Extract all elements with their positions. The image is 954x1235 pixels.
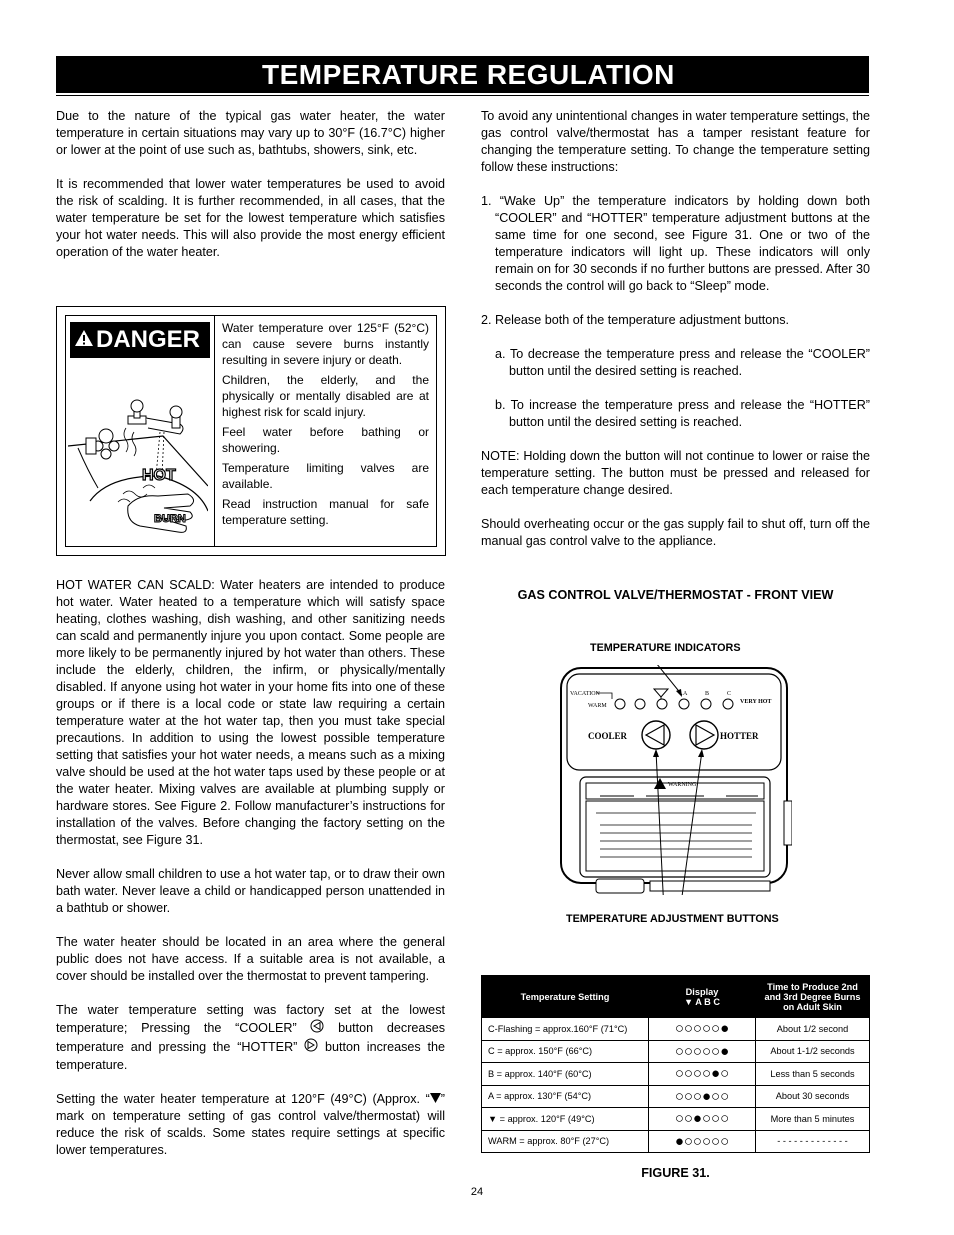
column-header: Time to Produce 2nd and 3rd Degree Burns on Adult Skin bbox=[756, 976, 870, 1018]
hot-label: HOT bbox=[142, 467, 176, 484]
paragraph: HOT WATER CAN SCALD: Water heaters are intended to produce hot water. Water heated to a temperature which will satisfy space heating, clothes washing, dish washing, and other sanitizing needs can scald and permanently injure you upon contact. Some people are more likely to be permanently injured by hot water than others. These include the elderly, children, the infirm, or physically/mentally disabled. If anyone using hot water in your home fits into one of these groups or if there is a local code or state law requiring a certain temperature water at the hot water tap, then you must take special precautions. In addition to using the lowest possible temperature setting that satisfies your hot water needs, a means such as a mixing valve should be used at the hot water taps used by these people or at the water heater. Mixing valves are available at plumbing supply or hardware stores. See Figure 2. Follow manufacturer’s instructions for installation of the valves. Before changing the factory setting on the thermostat, see Figure 31. bbox=[56, 578, 445, 847]
svg-text:A: A bbox=[683, 691, 688, 697]
svg-text:VACATION: VACATION bbox=[570, 691, 600, 697]
thermostat-front-view bbox=[560, 665, 792, 895]
svg-text:WARNING: WARNING bbox=[668, 782, 697, 788]
divider bbox=[214, 316, 215, 546]
cooler-button-icon bbox=[310, 1019, 324, 1038]
column-header: Temperature Setting bbox=[482, 976, 649, 1018]
table-row: C-Flashing = approx.160°F (71°C) ○○○○○● About 1/2 second bbox=[482, 1018, 870, 1041]
instruction-step: 1. “Wake Up” the temperature indicators by holding down both “COOLER” and “HOTTER” temperature adjustment buttons at the same time for one second, see Figure 31. One or two of the temperature indicators will light up. These indicators will only remain on for 30 seconds if no further buttons are pressed. After 30 seconds the control will go back to “Sleep” mode. bbox=[481, 194, 870, 293]
paragraph: It is recommended that lower water temperatures be used to avoid the risk of scalding. It is further recommended, in all cases, that the water temperature be set for the lowest temperature which satisfies your hot water needs. This will also provide the most energy efficient operation of the water heater. bbox=[56, 177, 445, 259]
burn-label: BURN bbox=[154, 513, 186, 525]
danger-label bbox=[56, 306, 446, 556]
table-row: WARM = approx. 80°F (27°C) ●○○○○○ - - - - - - - - - - - - - bbox=[482, 1130, 870, 1153]
paragraph: The water heater should be located in an area where the general public does not have access. If a suitable area is not available, a cover should be installed over the thermostat to prevent tampering. bbox=[56, 935, 445, 983]
figure-caption: FIGURE 31. bbox=[641, 1166, 710, 1180]
left-column-lower bbox=[56, 577, 445, 1176]
buttons-label: TEMPERATURE ADJUSTMENT BUTTONS bbox=[566, 913, 779, 925]
table-row: C = approx. 150°F (66°C) ○○○○○● About 1-1/2 seconds bbox=[482, 1040, 870, 1063]
danger-heading: DANGER bbox=[70, 322, 210, 358]
svg-text:HOTTER: HOTTER bbox=[720, 731, 759, 741]
paragraph: Should overheating occur or the gas supply fail to shut off, turn off the manual gas control valve to the appliance. bbox=[481, 517, 870, 548]
page-title: TEMPERATURE REGULATION bbox=[262, 59, 675, 90]
danger-text bbox=[222, 320, 429, 532]
title-rule bbox=[56, 95, 869, 96]
svg-text:VERY HOT: VERY HOT bbox=[740, 699, 772, 705]
svg-text:WARM: WARM bbox=[588, 703, 607, 709]
hot-water-faucet-illustration bbox=[68, 376, 208, 544]
page-number: 24 bbox=[470, 1186, 484, 1198]
danger-line: Feel water before bathing or showering. bbox=[222, 425, 429, 455]
svg-text:COOLER: COOLER bbox=[588, 731, 628, 741]
table-row: ▼ = approx. 120°F (49°C) ○○●○○○ More than 5 minutes bbox=[482, 1108, 870, 1131]
hotter-button-icon bbox=[304, 1038, 318, 1057]
paragraph: Never allow small children to use a hot water tap, or to draw their own bath water. Never leave a child or handicapped person unattended in a bathtub or shower. bbox=[56, 867, 445, 915]
svg-text:B: B bbox=[705, 691, 710, 697]
danger-line: Water temperature over 125°F (52°C) can cause severe burns instantly resulting in severe injury or death. bbox=[222, 321, 429, 367]
note: NOTE: Holding down the button will not continue to lower or raise the temperature setting. The button must be pressed and released for each temperature change desired. bbox=[481, 449, 870, 497]
column-header: Display ▼ A B C bbox=[649, 976, 756, 1018]
instruction-step: 2. Release both of the temperature adjustment buttons. bbox=[481, 313, 790, 327]
svg-text:C: C bbox=[727, 691, 732, 697]
paragraph: Setting the water heater temperature at 120°F (49°C) (Approx. “ ” mark on temperature setting of gas control valve/thermostat) will reduce the risk of scalds. Some states require settings at specific lower temperatures. bbox=[56, 1092, 445, 1158]
instruction-substep: b. To increase the temperature press and release the “HOTTER” button until the desired setting is reached. bbox=[495, 398, 870, 429]
danger-line: Children, the elderly, and the physically or mentally disabled are at highest risk for scald injury. bbox=[222, 373, 429, 419]
paragraph: Due to the nature of the typical gas water heater, the water temperature in certain situations may vary up to 30°F (16.7°C) higher or lower at the point of use such as, bathtubs, showers, sink, etc. bbox=[56, 109, 445, 157]
danger-line: Temperature limiting valves are available. bbox=[222, 461, 429, 491]
table-row: B = approx. 140°F (60°C) ○○○○●○ Less than 5 seconds bbox=[482, 1063, 870, 1086]
left-column bbox=[56, 108, 445, 278]
instruction-substep: a. To decrease the temperature press and release the “COOLER” button until the desired setting is reached. bbox=[495, 347, 870, 378]
indicators-label: TEMPERATURE INDICATORS bbox=[590, 642, 741, 654]
table-row: A = approx. 130°F (54°C) ○○○●○○ About 30 seconds bbox=[482, 1085, 870, 1108]
figure-title: GAS CONTROL VALVE/THERMOSTAT - FRONT VIEW bbox=[517, 588, 834, 602]
title-bar bbox=[56, 56, 869, 93]
down-triangle-icon bbox=[430, 1091, 441, 1108]
danger-label-inner bbox=[65, 315, 437, 547]
table-header-row bbox=[482, 976, 870, 1018]
paragraph: The water temperature setting was factory set at the lowest temperature; Pressing the “COOLER” button decreases temperature and pressing the “HOTTER” button increases the temperature. bbox=[56, 1003, 446, 1072]
temperature-table bbox=[481, 975, 870, 1153]
danger-line: Read instruction manual for safe temperature setting. bbox=[222, 497, 429, 527]
warning-triangle-icon bbox=[74, 323, 94, 359]
paragraph: To avoid any unintentional changes in water temperature settings, the gas control valve/thermostat has a tamper resistant feature for changing the temperature setting. To change the temperature setting follow these instructions: bbox=[481, 109, 870, 174]
right-column bbox=[481, 108, 870, 567]
